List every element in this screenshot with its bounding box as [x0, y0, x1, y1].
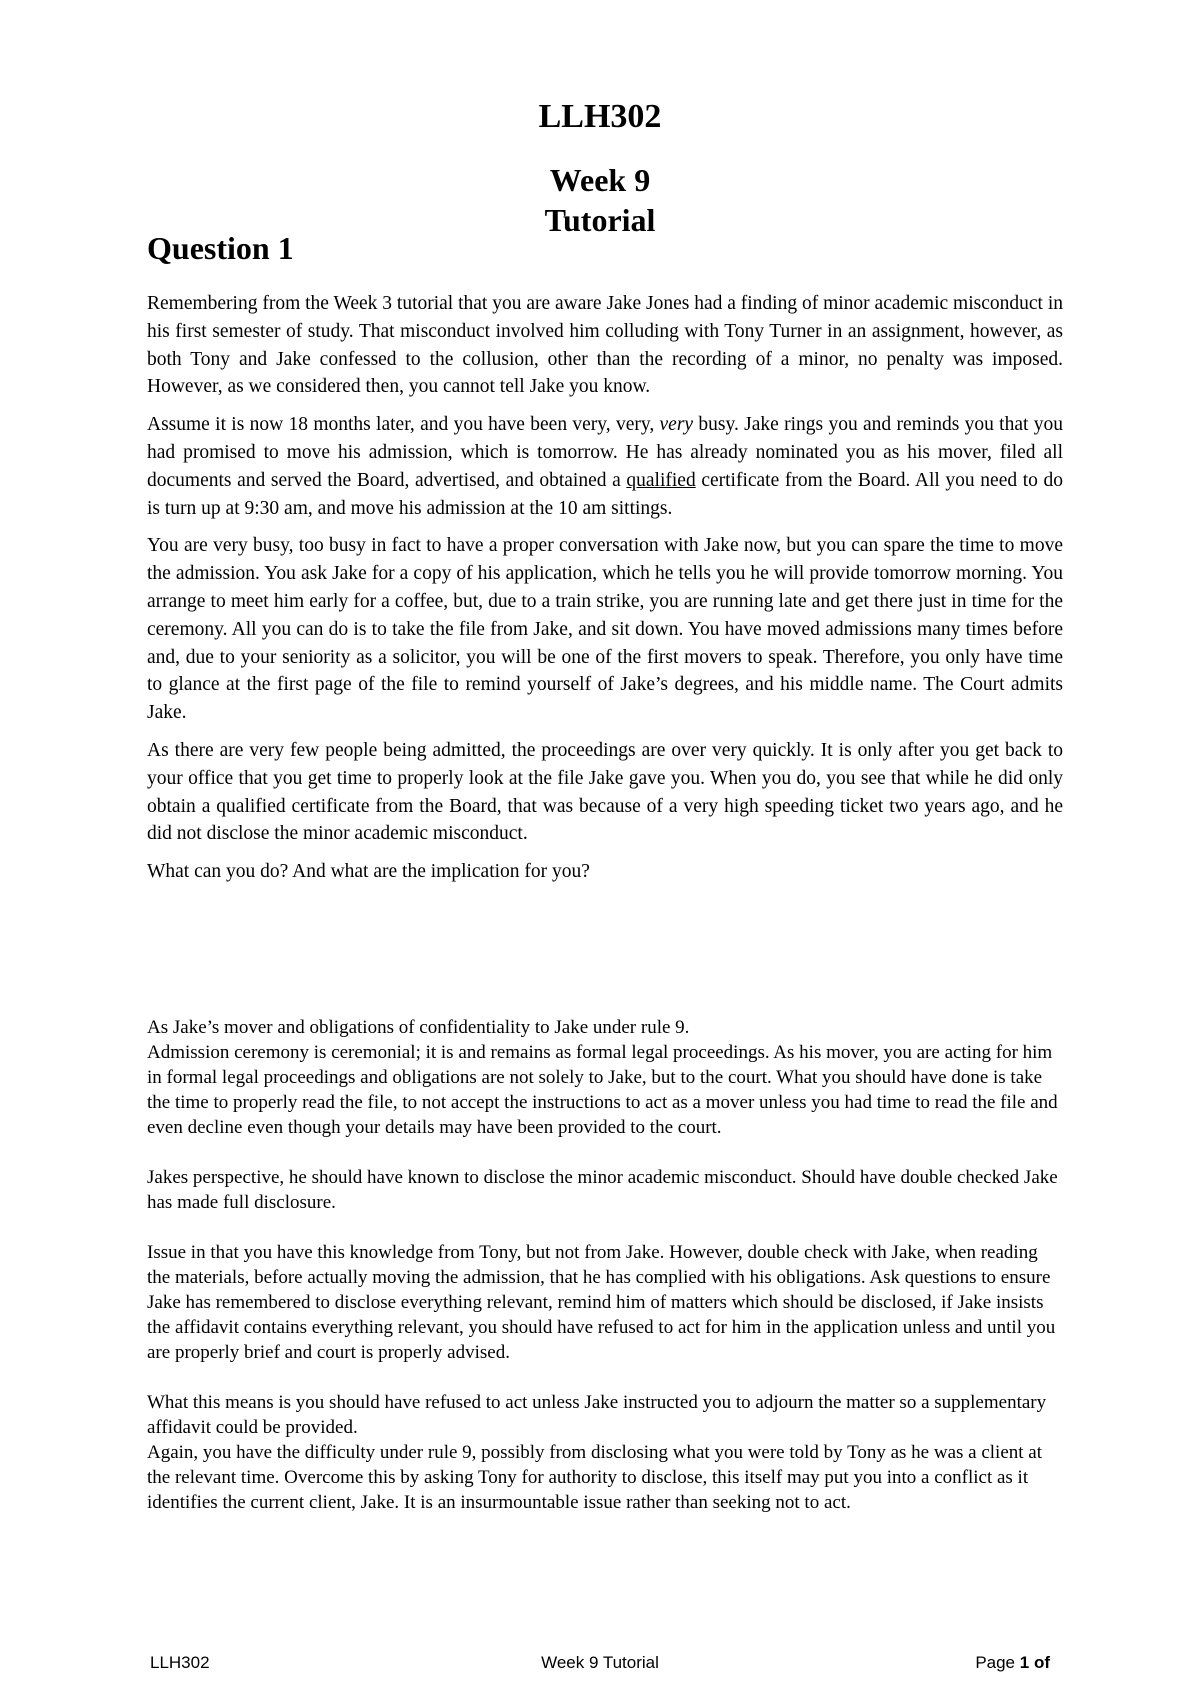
note-rule-9: As Jake’s mover and obligations of confidentiality to Jake under rule 9. — [147, 1017, 690, 1038]
scenario-question: What can you do? And what are the implication for you? — [147, 861, 590, 883]
course-code-title: LLH302 — [538, 98, 662, 135]
scenario-paragraph-2 — [147, 411, 1063, 522]
footer-page-num: 1 — [1019, 1653, 1030, 1672]
answer-notes-section — [147, 1015, 1063, 1515]
scenario-paragraph-2-text-b: busy. Jake rings you and reminds you that you had promised to move his admission, which is tomorrow. He has already nominated you as his mover, filed all documents and served the Board, advertised, and obtained a — [147, 414, 1063, 491]
footer-page-number — [975, 1653, 1050, 1673]
note-knowledge-from-tony: Issue in that you have this knowledge from Tony, but not from Jake. However, double check with Jake, when reading the materials, before actually moving the admission, that he has complied with his obligations. Ask questions to ensure Jake has remembered to disclose everything relevant, remind him of matters which should be disclosed, if Jake insists the affidavit contains everything relevant, you should have refused to act for him in the application unless and until you are properly brief and court is properly advised. — [147, 1242, 1056, 1363]
scenario-paragraph-1: Remembering from the Week 3 tutorial that you are aware Jake Jones had a finding of minor academic misconduct in his first semester of study. That misconduct involved him colluding with Tony Turner in an assignment, however, as both Tony and Jake confessed to the collusion, other than the recording of a minor, no penalty was imposed. However, as we considered then, you cannot tell Jake you know. — [147, 293, 1063, 398]
note-refuse-to-act: What this means is you should have refused to act unless Jake instructed you to adjourn the matter so a supplementary affidavit could be provided. — [147, 1392, 1047, 1438]
scenario-section — [147, 290, 1063, 896]
question-heading: Question 1 — [147, 230, 294, 266]
week-title — [0, 160, 1200, 240]
underlined-qualified: qualified — [626, 469, 696, 491]
note-rule-9-difficulty: Again, you have the difficulty under rule 9, possibly from disclosing what you were told by Tony as he was a client at the relevant time. Overcome this by asking Tony for authority to disclose, this itself may put you into a conflict as it identifies the current client, Jake. It is an insurmountable issue rather than seeking not to act. — [147, 1442, 1043, 1513]
footer-page-suffix: of — [1029, 1653, 1050, 1672]
scenario-paragraph-2-text-c: certificate from the Board. All you need to do is turn up at 9:30 am, and move his admission at the 10 am sittings. — [147, 469, 1063, 519]
scenario-paragraph-3: You are very busy, too busy in fact to have a proper conversation with Jake now, but you can spare the time to move the admission. You ask Jake for a copy of his application, which he tells you he will provide tomorrow morning. You arrange to meet him early for a coffee, but, due to a train strike, you are running late and get there just in time for the ceremony. All you can do is to take the file from Jake, and sit down. You have moved admissions many times before and, due to your seniority as a solicitor, you will be one of the first movers to speak. Therefore, you only have time to glance at the first page of the file to remind yourself of Jake’s degrees, and his middle name. The Court admits Jake. — [147, 535, 1063, 724]
footer-title: Week 9 Tutorial — [541, 1653, 659, 1672]
week-title-line2: Tutorial — [544, 202, 656, 238]
emphasis-very: very — [659, 414, 694, 436]
footer-page-prefix: Page — [975, 1653, 1020, 1672]
note-admission-ceremony: Admission ceremony is ceremonial; it is and remains as formal legal proceedings. As his mover, you are acting for him in formal legal proceedings and obligations are not solely to Jake, but to the court. What you should have done is take the time to properly read the file, to not accept the instructions to act as a mover unless you had time to read the file and even decline even though your details may have been provided to the court. — [147, 1042, 1058, 1138]
note-jakes-perspective: Jakes perspective, he should have known to disclose the minor academic misconduct. Should have double checked Jake has made full disclosure. — [147, 1167, 1058, 1213]
scenario-paragraph-2-text-a: Assume it is now 18 months later, and you have been very, very, — [147, 414, 660, 436]
scenario-paragraph-4: As there are very few people being admitted, the proceedings are over very quickly. It is only after you get back to your office that you get time to properly look at the file Jake gave you. When you do, you see that while he did only obtain a qualified certificate from the Board, that was because of a very high speeding ticket two years ago, and he did not disclose the minor academic misconduct. — [147, 739, 1063, 845]
footer-course-code: LLH302 — [150, 1653, 210, 1672]
week-title-line1: Week 9 — [549, 162, 651, 198]
